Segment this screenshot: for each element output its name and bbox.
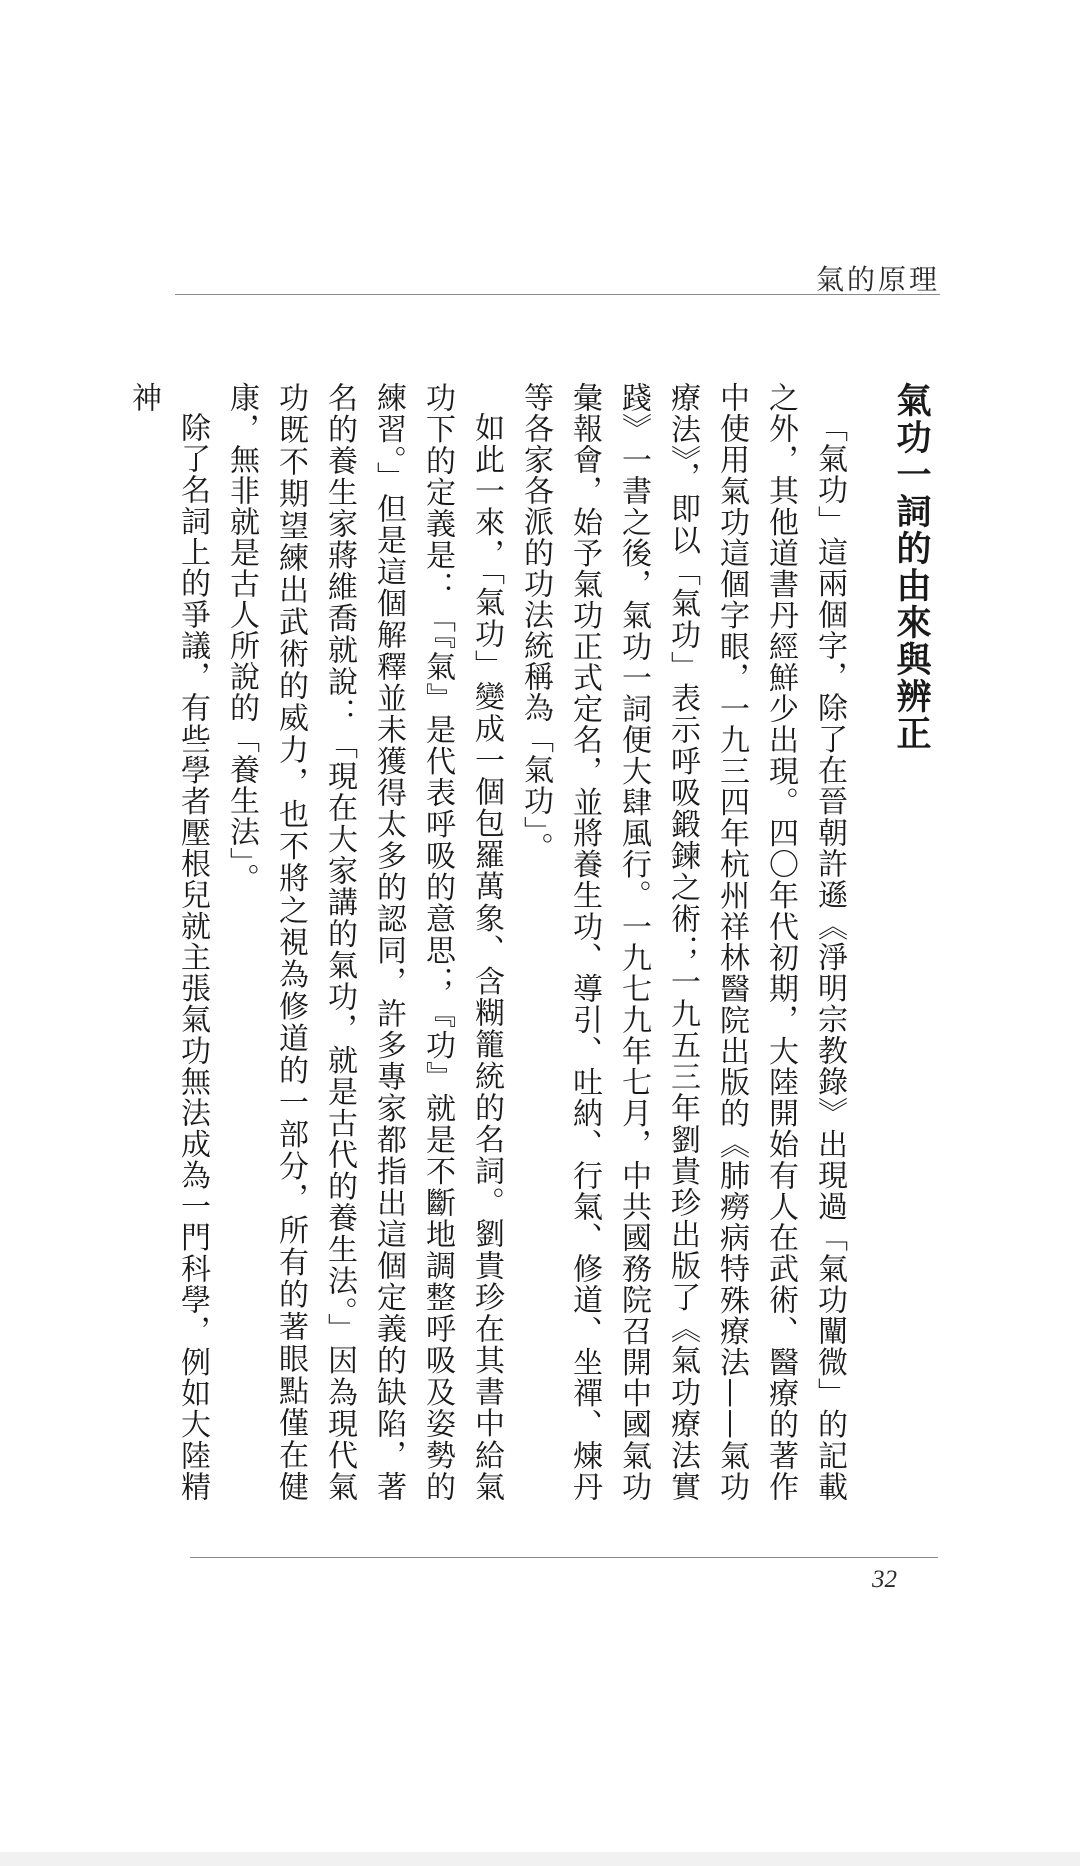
paragraph-1: 「氣功」這兩個字，除了在晉朝許遜《淨明宗教錄》出現過「氣功闡微」的記載之外，其他道書丹經鮮少出現。四〇年代初期，大陸開始有人在武術、醫療的著作中使用氣功這個字眼，一九三四年杭州祥林醫院出版的《肺癆病特殊療法——氣功療法》，即以「氣功」表示呼吸鍛鍊之術；一九五三年劉貴珍出版了《氣功療法實踐》一書之後，氣功一詞便大肆風行。一九七九年七月，中共國務院召開中國氣功彙報會，始予氣功正式定名，並將養生功、導引、吐納、行氣、修道、坐禪、煉丹等各家各派的功法統稱為「氣功」。	[518, 382, 847, 1502]
header-rule	[175, 294, 940, 295]
screen-bottom-band	[0, 1852, 1080, 1866]
running-head: 氣的原理	[815, 263, 940, 296]
paragraph-3: 除了名詞上的爭議，有些學者壓根兒就主張氣功無法成為一門科學，例如大陸精神	[126, 382, 210, 1502]
footer-rule	[190, 1557, 938, 1558]
section-title: 氣功一詞的由來與辨正	[891, 382, 932, 752]
vertical-text-block	[126, 382, 940, 1502]
page-number: 32	[872, 1566, 897, 1593]
paragraph-2: 如此一來，「氣功」變成一個包羅萬象、含糊籠統的名詞。劉貴珍在其書中給氣功下的定義是：「『氣』是代表呼吸的意思；『功』就是不斷地調整呼吸及姿勢的練習。」但是這個解釋並未獲得太多的認同，許多專家都指出這個定義的缺陷，著名的養生家蔣維喬就說：「現在大家講的氣功，就是古代的養生法。」因為現代氣功既不期望練出武術的威力，也不將之視為修道的一部分，所有的著眼點僅在健康，無非就是古人所說的「養生法」。	[224, 382, 504, 1502]
